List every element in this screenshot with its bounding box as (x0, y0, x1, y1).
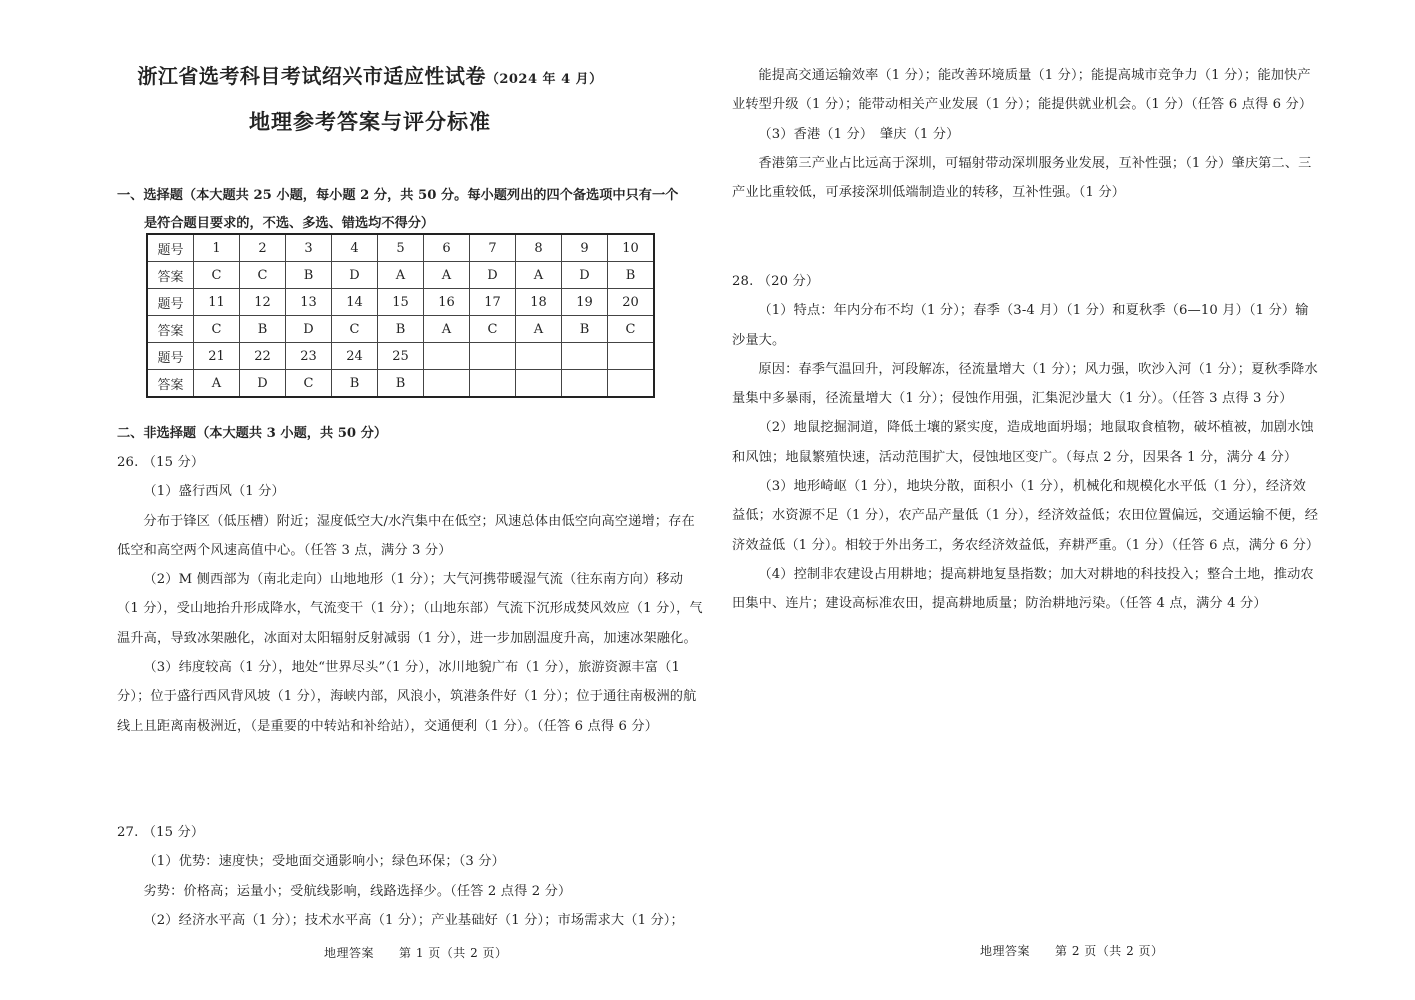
question-number-cell (516, 343, 562, 370)
question-number-cell: 19 (562, 289, 608, 316)
answer-cell: A (516, 262, 562, 289)
answer-cell (608, 370, 655, 398)
section2-heading: 二、非选择题（本大题共 3 小题，共 50 分） (117, 426, 388, 441)
question-number-cell (608, 343, 655, 370)
answer-cell: C (194, 262, 240, 289)
answer-cell: C (240, 262, 286, 289)
question-number-cell: 14 (332, 289, 378, 316)
answer-cell (424, 370, 470, 398)
row-label: 答案 (147, 316, 194, 343)
question-27-continued (732, 61, 1319, 207)
question-number-cell: 22 (240, 343, 286, 370)
question-number-cell: 10 (608, 234, 655, 262)
section1-heading-line1: 一、选择题（本大题共 25 小题，每小题 2 分，共 50 分。每小题列出的四个备选项中只有一个 (117, 188, 679, 203)
table-row-number (147, 343, 654, 370)
q26-part3: （3）纬度较高（1 分），地处“世界尽头”（1 分），冰川地貌广布（1 分），旅游资源丰富（1 分）；位于盛行西风背风坡（1 分），海峡内部，风浪小，筑港条件好（1 分）；位于通往南极洲的航线上且距离南极洲近，（是重要的中转站和补给站），交通便利（1 分）。（任答 6 点得 6 分） (117, 660, 697, 734)
question-number-cell: 24 (332, 343, 378, 370)
table-row-number (147, 234, 654, 262)
title-main: 浙江省选考科目考试绍兴市适应性试卷 (137, 64, 486, 88)
q26-part1-detail: 分布于锋区（低压槽）附近；湿度低空大/水汽集中在低空；风速总体由低空向高空递增；存在低空和高空两个风速高值中心。（任答 3 点，满分 3 分） (117, 513, 695, 558)
q26-part2: （2）M 侧西部为（南北走向）山地地形（1 分）；大气河携带暖湿气流（往东南方向）移动（1 分），受山地抬升形成降水，气流变干（1 分）；（山地东部）气流下沉形成焚风效应（1 分），气温升高，导致冰架融化，冰面对太阳辐射反射减弱（1 分），进一步加剧温度升高，加速冰架融化。 (117, 572, 703, 646)
question-number-cell: 7 (470, 234, 516, 262)
q27-part1-disadvantages: 劣势：价格高；运量小；受航线影响，线路选择少。（任答 2 点得 2 分） (143, 883, 572, 899)
question-number-cell: 11 (194, 289, 240, 316)
answer-page-1 (0, 0, 707, 1000)
section1-heading-line2: 是符合题目要求的，不选、多选、错选均不得分） (144, 216, 435, 231)
answer-cell: D (240, 370, 286, 398)
q26-part1: （1）盛行西风（1 分） (143, 484, 285, 500)
question-26 (117, 448, 703, 741)
question-number-cell (470, 343, 516, 370)
answer-cell: A (424, 262, 470, 289)
row-label: 题号 (147, 343, 194, 370)
q27-part1-advantages: （1）优势：速度快；受地面交通影响小；绿色环保；（3 分） (143, 854, 505, 870)
row-label: 题号 (147, 234, 194, 262)
table-row-answer (147, 316, 654, 343)
q28-part1: （1）特点：年内分布不均（1 分）；春季（3-4 月）（1 分）和夏秋季（6—10 月）（1 分）输沙量大。 (732, 303, 1309, 348)
q27-header: 27. （15 分） (117, 825, 205, 840)
answer-cell: B (378, 316, 424, 343)
answer-cell: B (378, 370, 424, 398)
q27-part2-continued: 能提高交通运输效率（1 分）；能改善环境质量（1 分）；能提高城市竞争力（1 分）；能加快产业转型升级（1 分）；能带动相关产业发展（1 分）；能提供就业机会。（1 分）（任答 6 点得 6 分） (732, 68, 1313, 113)
table-row-answer (147, 262, 654, 289)
question-number-cell: 18 (516, 289, 562, 316)
answer-cell: C (194, 316, 240, 343)
document-subtitle: 地理参考答案与评分标准 (249, 109, 491, 134)
answer-cell: B (608, 262, 655, 289)
question-number-cell (562, 343, 608, 370)
row-label: 答案 (147, 370, 194, 398)
q27-part3-detail: 香港第三产业占比远高于深圳，可辐射带动深圳服务业发展，互补性强；（1 分）肇庆第二、三产业比重较低，可承接深圳低端制造业的转移，互补性强。（1 分） (732, 155, 1312, 201)
title-date: （2024 年 4 月） (485, 72, 603, 87)
answer-cell: A (194, 370, 240, 398)
row-label: 题号 (147, 289, 194, 316)
table-row-number (147, 289, 654, 316)
question-number-cell: 12 (240, 289, 286, 316)
q27-part3: （3）香港（1 分） 肇庆（1 分） (758, 126, 960, 142)
answer-cell: B (562, 316, 608, 343)
question-number-cell: 15 (378, 289, 424, 316)
answer-cell (470, 370, 516, 398)
question-number-cell: 21 (194, 343, 240, 370)
q28-part2: （2）地鼠挖掘洞道，降低土壤的紧实度，造成地面坍塌；地鼠取食植物，破坏植被，加剧水蚀和风蚀；地鼠繁殖快速，活动范围扩大，侵蚀地区变广。（每点 2 分，因果各 1 分，满分 4 分） (732, 420, 1314, 465)
q27-part2: （2）经济水平高（1 分）；技术水平高（1 分）；产业基础好（1 分）；市场需求大（1 分）； (143, 912, 684, 928)
question-number-cell: 4 (332, 234, 378, 262)
row-label: 答案 (147, 262, 194, 289)
answer-cell: A (516, 316, 562, 343)
question-number-cell: 1 (194, 234, 240, 262)
answer-cell: B (286, 262, 332, 289)
question-number-cell: 20 (608, 289, 655, 316)
answer-cell: D (562, 262, 608, 289)
document-title (60, 60, 680, 89)
question-number-cell: 2 (240, 234, 286, 262)
q26-header: 26. （15 分） (117, 455, 205, 470)
answer-cell: B (332, 370, 378, 398)
question-number-cell: 5 (378, 234, 424, 262)
answer-cell: C (332, 316, 378, 343)
answer-cell: A (424, 316, 470, 343)
question-number-cell: 25 (378, 343, 424, 370)
question-number-cell: 3 (286, 234, 332, 262)
section1-heading (117, 182, 707, 238)
q28-header: 28. （20 分） (732, 274, 820, 289)
q28-part3: （3）地形崎岖（1 分），地块分散，面积小（1 分），机械化和规模化水平低（1 分），经济效益低；水资源不足（1 分），农产品产量低（1 分），经济效益低；农田位置偏远，交通运输不便，经济效益低（1 分）。相较于外出务工，务农经济效益低，弃耕严重。（1 分）（任答 6 点，满分 6 分） (732, 479, 1320, 553)
answer-cell (516, 370, 562, 398)
answer-cell: D (332, 262, 378, 289)
question-number-cell (424, 343, 470, 370)
answer-cell: D (286, 316, 332, 343)
answer-table (146, 233, 655, 398)
answer-cell: B (240, 316, 286, 343)
question-number-cell: 16 (424, 289, 470, 316)
question-number-cell: 17 (470, 289, 516, 316)
answer-cell: C (470, 316, 516, 343)
answer-cell: C (608, 316, 655, 343)
question-28 (732, 267, 1319, 619)
answer-page-2 (707, 0, 1415, 1000)
page-footer-2: 地理答案 第 2 页（共 2 页） (980, 944, 1164, 958)
q28-part1-reason: 原因：春季气温回升，河段解冻，径流量增大（1 分）；风力强，吹沙入河（1 分）；夏秋季降水量集中多暴雨，径流量增大（1 分）；侵蚀作用强，汇集泥沙量大（1 分）。（任答 3 点得 3 分） (732, 361, 1318, 407)
answer-cell: C (286, 370, 332, 398)
question-number-cell: 8 (516, 234, 562, 262)
question-number-cell: 13 (286, 289, 332, 316)
answer-cell: D (470, 262, 516, 289)
q28-part4: （4）控制非农建设占用耕地；提高耕地复垦指数；加大对耕地的科技投入；整合土地，推动农田集中、连片；建设高标准农田，提高耕地质量；防治耕地污染。（任答 4 点，满分 4 分） (732, 566, 1314, 612)
table-row-answer (147, 370, 654, 398)
answer-cell: A (378, 262, 424, 289)
question-number-cell: 23 (286, 343, 332, 370)
question-number-cell: 6 (424, 234, 470, 262)
answer-cell (562, 370, 608, 398)
question-number-cell: 9 (562, 234, 608, 262)
page-footer-1: 地理答案 第 1 页（共 2 页） (324, 946, 508, 960)
question-27 (117, 818, 703, 935)
